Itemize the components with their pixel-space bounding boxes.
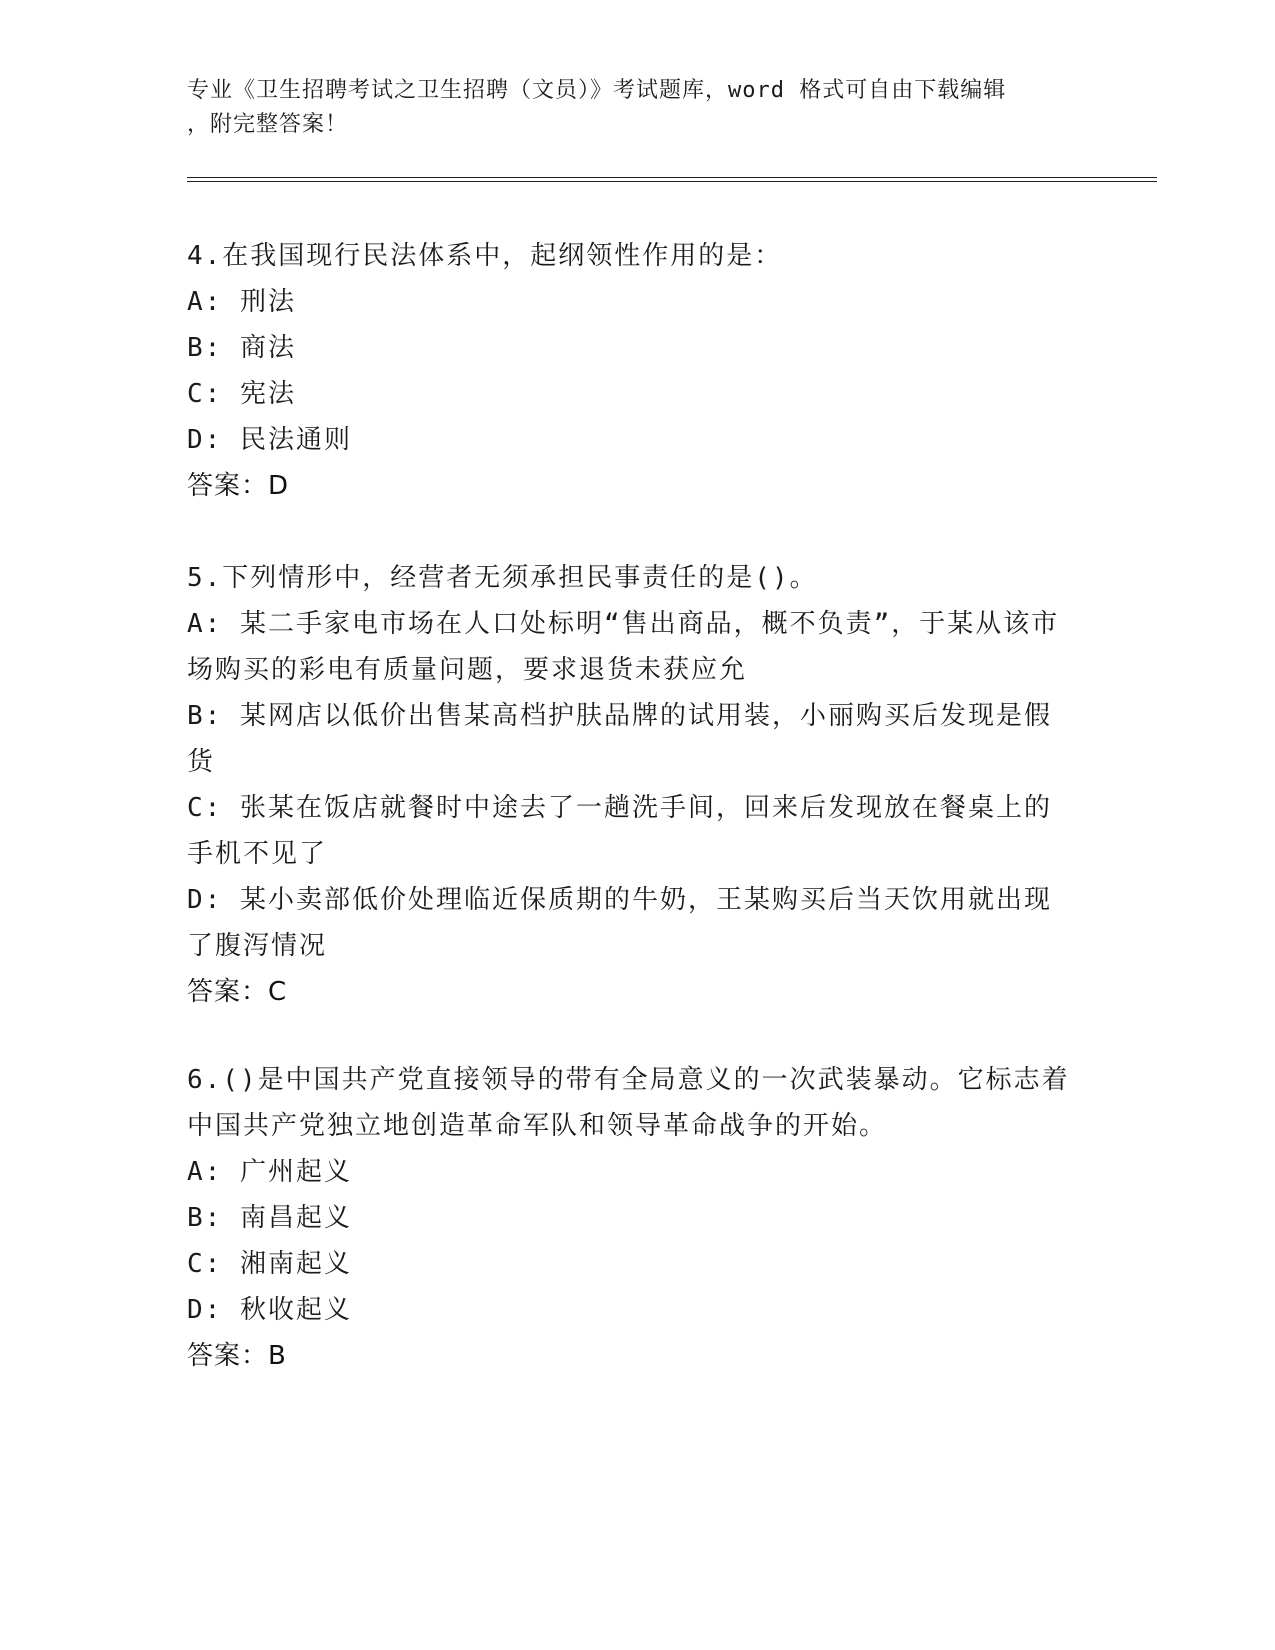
option-d: D: 民法通则 bbox=[187, 425, 352, 455]
option-c: C: 宪法 bbox=[187, 379, 296, 409]
answer-line: 答案：D bbox=[187, 471, 290, 501]
question-stem: 4.在我国现行民法体系中，起纲领性作用的是： bbox=[187, 241, 783, 271]
option-c: C: 湘南起义 bbox=[187, 1249, 352, 1279]
answer-line: 答案：C bbox=[187, 977, 288, 1007]
question-stem: 6.()是中国共产党直接领导的带有全局意义的一次武装暴动。它标志着中国共产党独立地创造革命军队和领导革命战争的开始。 bbox=[187, 1065, 1070, 1141]
option-a: A: 刑法 bbox=[187, 287, 296, 317]
option-b: B: 南昌起义 bbox=[187, 1203, 352, 1233]
document-header-text: 专业《卫生招聘考试之卫生招聘（文员）》考试题库，word 格式可自由下载编辑 ，附完整答案！ bbox=[187, 78, 1007, 137]
option-a: A: 某二手家电市场在人口处标明“售出商品，概不负责”，于某从该市场购买的彩电有质量问题，要求退货未获应允 bbox=[187, 609, 1060, 685]
header-divider-top bbox=[187, 177, 1157, 178]
option-b: B: 商法 bbox=[187, 333, 296, 363]
question-stem: 5.下列情形中，经营者无须承担民事责任的是()。 bbox=[187, 563, 818, 593]
option-c: C: 张某在饭店就餐时中途去了一趟洗手间，回来后发现放在餐桌上的手机不见了 bbox=[187, 793, 1052, 869]
option-d: D: 秋收起义 bbox=[187, 1295, 352, 1325]
question-5 bbox=[187, 555, 1077, 1015]
header-divider-bottom bbox=[187, 181, 1157, 182]
option-d: D: 某小卖部低价处理临近保质期的牛奶，王某购买后当天饮用就出现了腹泻情况 bbox=[187, 885, 1052, 961]
answer-line: 答案：B bbox=[187, 1341, 287, 1371]
question-6 bbox=[187, 1057, 1077, 1379]
option-b: B: 某网店以低价出售某高档护肤品牌的试用装，小丽购买后发现是假货 bbox=[187, 701, 1052, 777]
option-a: A: 广州起义 bbox=[187, 1157, 352, 1187]
question-4 bbox=[187, 233, 1077, 509]
